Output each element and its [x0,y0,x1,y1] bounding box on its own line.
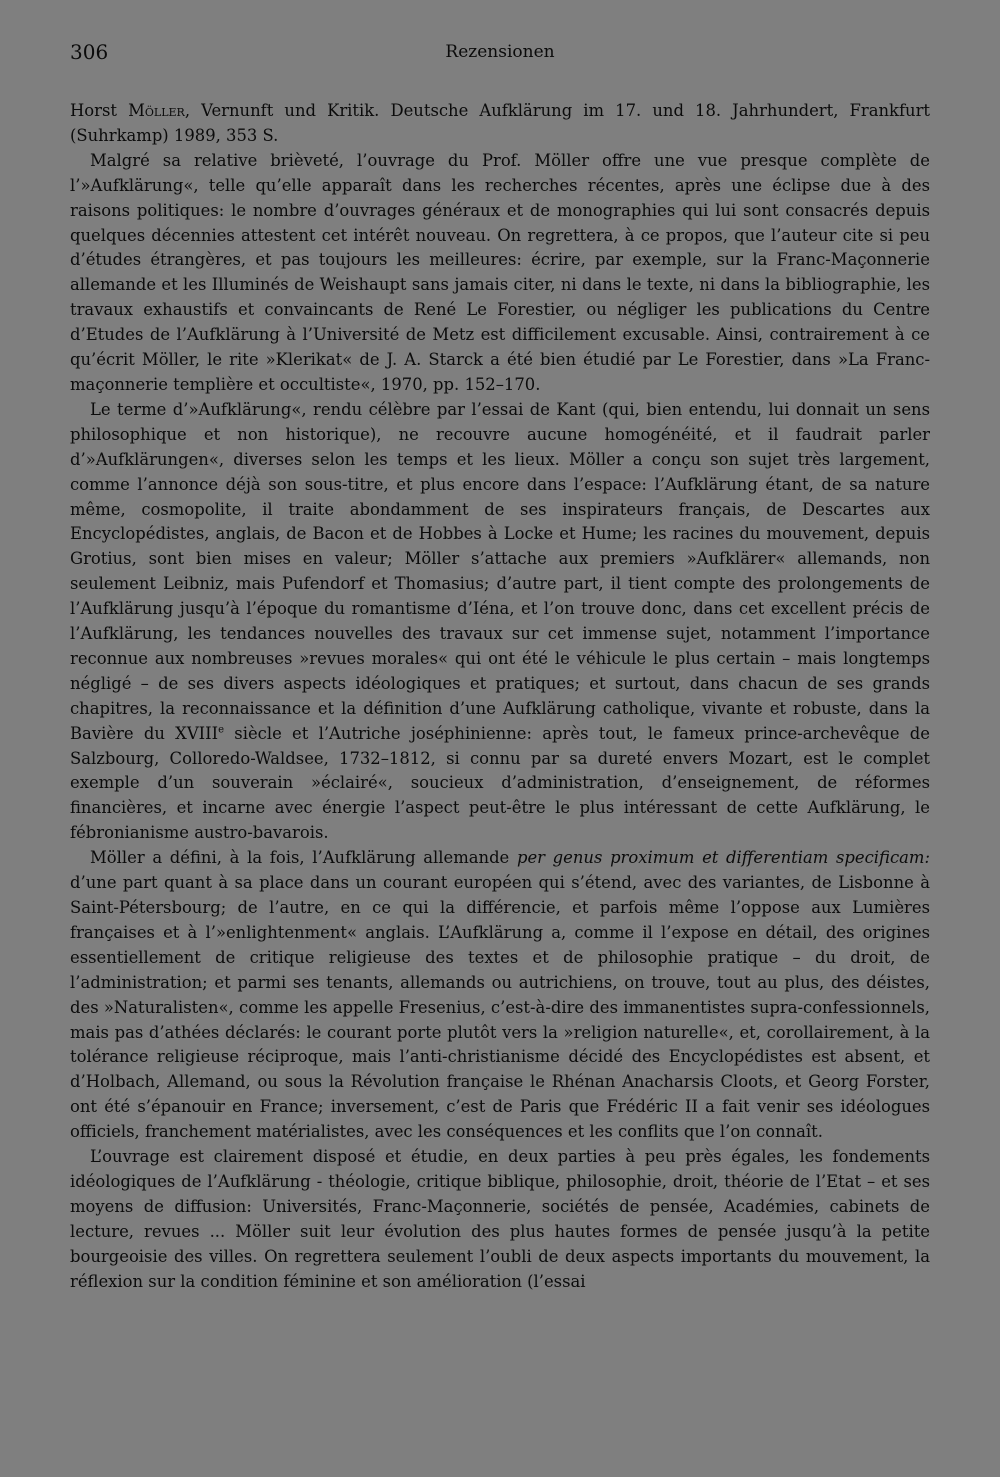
latin-phrase: per genus proximum et differentiam specificam: [516,848,930,868]
paragraph-4: L’ouvrage est clairement disposé et étudie, en deux parties à peu près égales, les fondements idéologiques de l’Aufklärung - théologie, critique biblique, philosophie, droit, théorie de l’Etat – et ses moyens de diffusion: Universités, Franc-Maçonnerie, sociétés de pensée, Académies, cabinets de lecture, revues ... Möller suit leur évolution des plus hautes formes de pensée jusqu’à la petite bourgeoisie des villes. On regrettera seulement l’oubli de deux aspects importants du mouvement, la réflexion sur la condition féminine et son amélioration (l’essai [70,1147,930,1291]
page-number: 306 [70,40,109,64]
paragraph-1: Malgré sa relative brièveté, l’ouvrage du Prof. Möller offre une vue presque complète de l’»Aufklärung«, telle qu’elle apparaît dans les recherches récentes, après une éclipse due à des raisons politiques: le nombre d’ouvrages généraux et de monographies qui lui sont consacrés depuis quelques décennies attestent cet intérêt nouveau. On regrettera, à ce propos, que l’auteur cite si peu d’études étrangères, et pas toujours les meilleures: écrire, par exemple, sur la Franc-Maçonnerie allemande et les Illuminés de Weishaupt sans jamais citer, ni dans le texte, ni dans la bibliographie, les travaux exhaustifs et convaincants de René Le Forestier, ou négliger les publications du Centre d’Etudes de l’Aufklärung à l’Université de Metz est difficilement excusable. Ainsi, contrairement à ce qu’écrit Möller, le rite »Klerikat« de J. A. Starck a été bien étudié par Le Forestier, dans »La Franc-maçonnerie templière et occultiste«, 1970, pp. 152–170. [70,150,930,394]
paragraph-2-text-b: siècle et l’Autriche joséphinienne: après tout, le fameux prince-archevêque de Salzbourg, Colloredo-Waldsee, 1732–1812, si connu par sa dureté envers Mozart, est le complet exemple d’un souverain »éclairé«, soucieux d’administration, d’enseignement, de réformes financières, et incarne avec énergie l’aspect peut-être le plus intéressant de cette Aufklärung, le fébronianisme austro-bavarois. [70,723,931,843]
paragraph-2-text-a: Le terme d’»Aufklärung«, rendu célèbre par l’essai de Kant (qui, bien entendu, lui donnait un sens philosophique et non historique), ne recouvre aucune homogénéité, et il faudrait parler d’»Aufklärungen«, diverses selon les temps et les lieux. Möller a conçu son sujet très largement, comme l’annonce déjà son sous-titre, et plus encore dans l’espace: l’Aufklärung étant, de sa nature même, cosmopolite, il traite abondamment de ses inspirateurs français, de Descartes aux Encyclopédistes, anglais, de Bacon et de Hobbes à Locke et Hume; les racines du mouvement, depuis Grotius, sont bien mises en valeur; Möller s’attache aux premiers »Aufklärer« allemands, non seulement Leibniz, mais Pufendorf et Thomasius; d’autre part, il tient compte des prolongements de l’Aufklärung jusqu’à l’époque du romantisme d’Iéna, et l’on trouve donc, dans cet excellent précis de l’Aufklärung, les tendances nouvelles des travaux sur cet immense sujet, notamment l’importance reconnue aux nombreuses »revues morales« qui ont été le véhicule le plus certain – mais longtemps négligé – de ses divers aspects idéologiques et pratiques; et surtout, dans chacun de ses grands chapitres, la reconnaissance et la définition d’une Aufklärung catholique, vivante et robuste, dans la Bavière du XVIII [70,399,930,743]
paragraph-3 [70,846,930,1145]
century-superscript: e [218,724,225,736]
citation-details: , Vernunft und Kritik. Deutsche Aufklärung im 17. und 18. Jahrhundert, Frankfurt (Suhrkamp) 1989, 353 S. [70,101,930,145]
book-citation [70,99,930,149]
review-body [70,99,930,1295]
paragraph-3-text-a: Möller a défini, à la fois, l’Aufklärung allemande [90,848,517,868]
paragraph-2 [70,398,930,846]
author-first-name: Horst [70,101,117,120]
running-head [70,40,930,72]
section-title: Rezensionen [445,42,555,62]
paragraph-3-text-b: d’une part quant à sa place dans un courant européen qui s’étend, avec des variantes, de Lisbonne à Saint-Pétersbourg; de l’autre, en ce qui la différencie, et parfois même l’oppose aux Lumières françaises et à l’»enlightenment« anglais. L’Aufklärung a, comme il l’expose en détail, des origines essentiellement de critique religieuse des textes et de philosophie pratique – du droit, de l’administration; et parmi ses tenants, allemands ou autrichiens, on trouve, tout au plus, des déistes, des »Naturalisten«, comme les appelle Fresenius, c’est-à-dire des immanentistes supra-confessionnels, mais pas d’athées déclarés: le courant porte plutôt vers la »religion naturelle«, et, corollairement, à la tolérance religieuse réciproque, mais l’anti-christianisme décidé des Encyclopédistes est absent, et d’Holbach, Allemand, ou sous la Révolution française le Rhénan Anacharsis Cloots, et Georg Forster, ont été s’épanouir en France; inversement, c’est de Paris que Frédéric II a fait venir ses idéologues officiels, franchement matérialistes, avec les conséquences et les conflits que l’on connaît. [70,873,930,1142]
author-last-name: Möller [128,101,185,120]
